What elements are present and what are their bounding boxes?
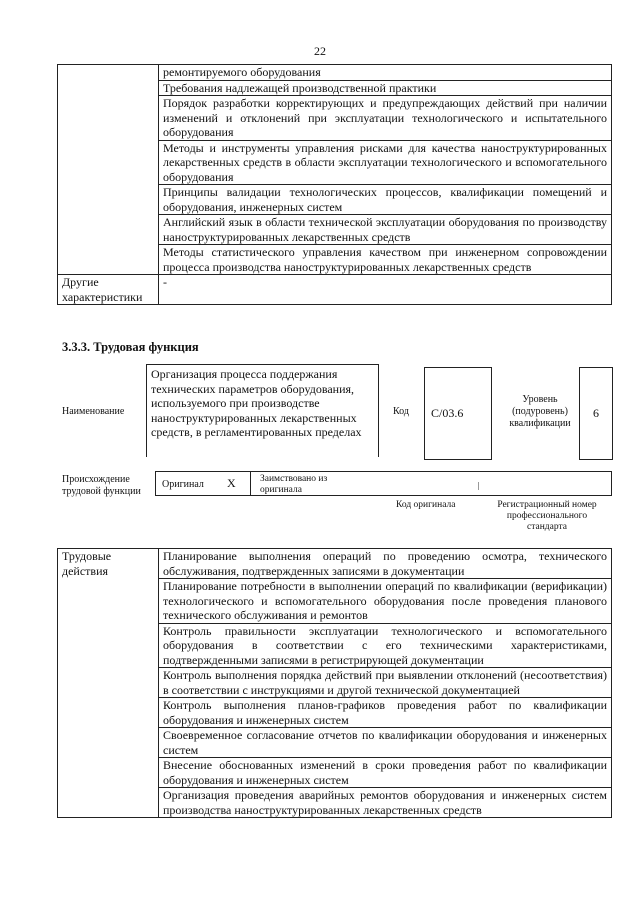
table-left-cell [58,65,159,275]
origin-tick [478,482,479,490]
table-cell: Принципы валидации технологических процессов, квалификации помещений и оборудования, инженерных систем [159,185,612,215]
name-value: Организация процесса поддержания технических параметров оборудования, используемого при производстве наноструктурированных лекарственных средств, в регламентированных пределах [146,364,379,457]
table-cell: Методы и инструменты управления рисками для качества наноструктурированных лекарственных средств в области эксплуатации технологического и вспомогательного оборудования [159,140,612,185]
table-cell: Методы статистического управления качеством при инженерном сопровождении процесса производства наноструктурированных лекарственных средств [159,245,612,275]
table-cell: Планирование выполнения операций по проведению осмотра, технического обслуживания, подтвержденных записями в документации [159,549,612,579]
table-cell: ремонтируемого оборудования [159,65,612,81]
original-label: Оригинал [162,479,204,490]
table-row [58,549,612,579]
table-cell: Контроль правильности эксплуатации технологического и вспомогательного оборудования в соответствии с его техническими характеристиками, подтвержденными записями в регистрирующей документации [159,623,612,668]
table-cell: Контроль выполнения планов-графиков проведения работ по квалификации оборудования и инженерных систем [159,698,612,728]
table-cell: Английский язык в области технической эксплуатации оборудования по производству наноструктурированных лекарственных средств [159,215,612,245]
code-label: Код [393,406,409,417]
reg-caption: Регистрационный номер профессионального стандарта [497,500,597,532]
origin-box [155,471,612,496]
borrowed-label: Заимствовано из оригинала [260,474,328,495]
table-row [58,275,612,305]
table-cell: - [159,275,612,305]
section-title: 3.3.3. Трудовая функция [62,340,199,354]
origin-divider [250,471,251,496]
table-row [58,65,612,81]
table-cell: Требования надлежащей производственной практики [159,80,612,96]
table-cell: Планирование потребности в выполнении операций по квалификации (верификации) технологического и вспомогательного оборудования после проведения планового технического обслуживания и ремонтов [159,579,612,624]
code-value: С/03.6 [424,367,492,460]
origin-label: Происхождение трудовой функции [62,474,141,497]
table-cell: Порядок разработки корректирующих и предупреждающих действий при наличии изменений и отклонений при эксплуатации технологического и испытательного оборудования [159,96,612,141]
table-left-cell: Другие характеристики [58,275,159,305]
page-number: 22 [314,44,326,58]
table-cell: Контроль выполнения порядка действий при выявлении отклонений (несоответствия) в соответствии с инструкциями и другой технической документацией [159,668,612,698]
level-label: Уровень (подуровень) квалификации [509,394,571,429]
actions-table [57,548,612,818]
code-caption: Код оригинала [396,500,456,510]
name-label: Наименование [62,406,125,417]
original-mark: X [227,476,236,490]
actions-label: Трудовые действия [58,549,159,818]
knowledge-table [57,64,612,305]
table-cell: Организация проведения аварийных ремонтов оборудования и инженерных систем производства наноструктурированных лекарственных средств [159,788,612,818]
table-cell: Внесение обоснованных изменений в сроки проведения работ по квалификации оборудования и инженерных систем [159,758,612,788]
table-cell: Своевременное согласование отчетов по квалификации оборудования и инженерных систем [159,728,612,758]
level-value: 6 [579,367,613,460]
